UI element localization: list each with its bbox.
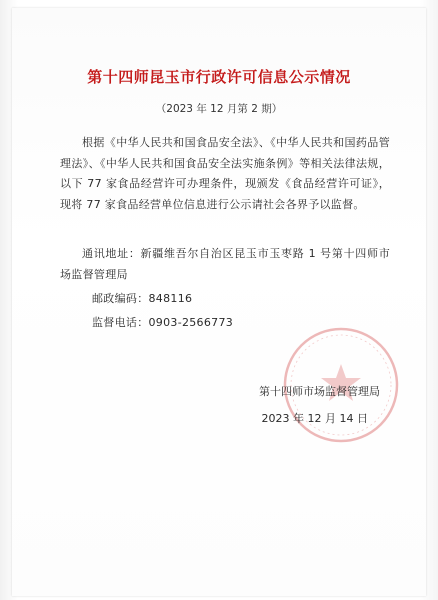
postal-code-line: 邮政编码：848116	[92, 292, 193, 305]
document-title: 第十四师昆玉市行政许可信息公示情况	[87, 68, 351, 86]
issue-number: （2023 年 12 月第 2 期）	[155, 103, 283, 115]
body-paragraph-legal-basis: 根据《中华人民共和国食品安全法》、《中华人民共和国药品管理法》、《中华人民共和国食品安全法实施条例》等相关法律法规，以下 77 家食品经营许可办理条件，现颁发《食品经营许可证》，现将 77 家食品经营单位信息进行公示请社会各界予以监督。	[60, 136, 390, 211]
signature-date: 2023 年 12 月 14 日	[261, 412, 368, 425]
signature-organization: 第十四师市场监督管理局	[259, 385, 380, 398]
supervision-phone-line: 监督电话：0903-2566773	[92, 316, 234, 329]
document-sheet	[12, 8, 426, 596]
body-paragraph-address: 通讯地址：新疆维吾尔自治区昆玉市玉枣路 1 号第十四师市场监督管理局	[60, 247, 390, 281]
